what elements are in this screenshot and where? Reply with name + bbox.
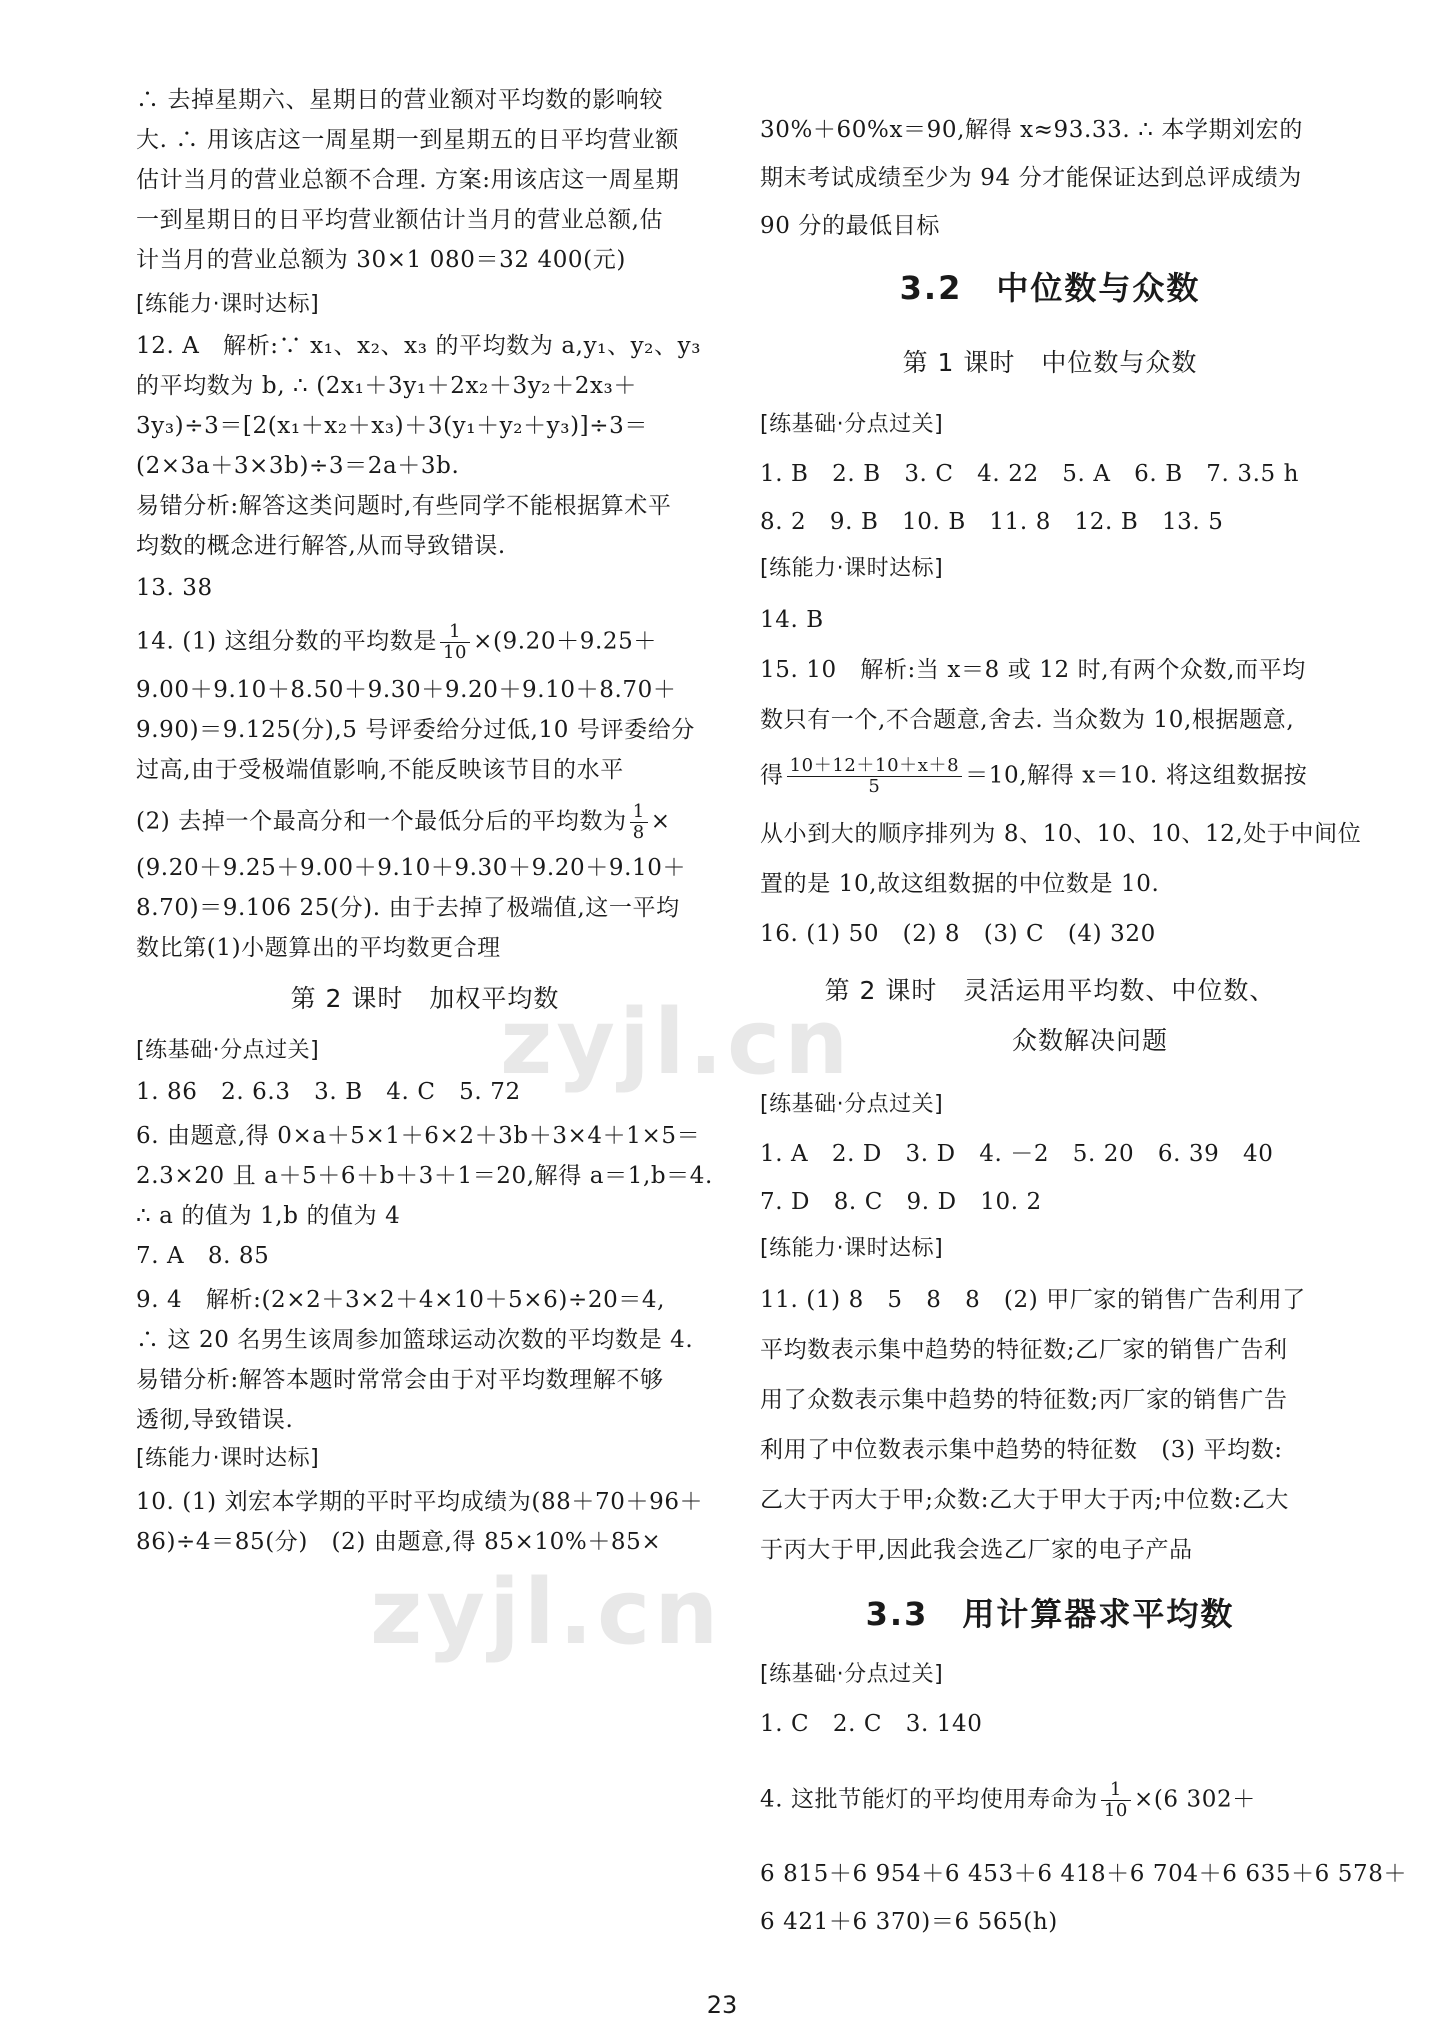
text-line: 数只有一个,不合题意,舍去. 当众数为 10,根据题意, — [760, 707, 1295, 733]
text-line: 得 $\frac{10+12+10+x+8}{5}$ ＝10,解得 x＝10. 将这组数据按 — [760, 755, 1308, 797]
section-tag: [练基础·分点过关] — [760, 1092, 944, 1117]
text-line: 8. 2 9. B 10. B 11. 8 12. B 13. 5 — [760, 509, 1224, 535]
lesson-heading-continued: 众数解决问题 — [1011, 1026, 1168, 1055]
text-line: 7. A 8. 85 — [136, 1243, 270, 1269]
text-line: 14. (1) 这组分数的平均数是 $\frac{1}{10}$ ×(9.20＋9.25＋ — [136, 621, 657, 663]
page-number: 23 — [706, 1991, 738, 2019]
section-heading: 3.3 用计算器求平均数 — [865, 1595, 1235, 1633]
lesson-heading: 第 2 课时 加权平均数 — [290, 984, 560, 1013]
text-line: 10. (1) 刘宏本学期的平时平均成绩为(88＋70＋96＋ — [136, 1489, 704, 1515]
text-line: ∴ 这 20 名男生该周参加篮球运动次数的平均数是 4. — [136, 1327, 694, 1353]
text-line: 易错分析:解答这类问题时,有些同学不能根据算术平 — [136, 493, 672, 519]
text-line: 30%＋60%x＝90,解得 x≈93.33. ∴ 本学期刘宏的 — [760, 117, 1303, 143]
text-line: (2×3a＋3×3b)÷3＝2a＋3b. — [136, 453, 460, 479]
text-line: 6 815＋6 954＋6 453＋6 418＋6 704＋6 635＋6 578＋ — [760, 1861, 1408, 1887]
text-line: 估计当月的营业总额不合理. 方案:用该店这一周星期 — [136, 167, 680, 193]
text-line: 计当月的营业总额为 30×1 080＝32 400(元) — [136, 247, 626, 273]
text-line: 3y₃)÷3＝[2(x₁＋x₂＋x₃)＋3(y₁＋y₂＋y₃)]÷3＝ — [136, 413, 648, 439]
text-line: 期末考试成绩至少为 94 分才能保证达到总评成绩为 — [760, 165, 1302, 191]
text-line: 8.70)＝9.106 25(分). 由于去掉了极端值,这一平均 — [136, 895, 680, 921]
section-tag: [练基础·分点过关] — [760, 1662, 944, 1687]
text-line: (2) 去掉一个最高分和一个最低分后的平均数为 $\frac{1}{8}$ × — [136, 801, 671, 843]
text-line: 从小到大的顺序排列为 8、10、10、10、12,处于中间位 — [760, 821, 1362, 847]
text-line: 13. 38 — [136, 575, 213, 601]
fraction: $\frac{10+12+10+x+8}{5}$ — [787, 756, 963, 797]
text-line: 6 421＋6 370)＝6 565(h) — [760, 1909, 1058, 1935]
text-line: 16. (1) 50 (2) 8 (3) C (4) 320 — [760, 921, 1156, 947]
text-line: 7. D 8. C 9. D 10. 2 — [760, 1189, 1042, 1215]
section-heading: 3.2 中位数与众数 — [899, 269, 1201, 307]
text-line: 于丙大于甲,因此我会选乙厂家的电子产品 — [760, 1537, 1193, 1563]
text-line: 数比第(1)小题算出的平均数更合理 — [136, 935, 501, 961]
text-line: 1. C 2. C 3. 140 — [760, 1711, 983, 1737]
text-line: 乙大于丙大于甲;众数:乙大于甲大于丙;中位数:乙大 — [760, 1487, 1289, 1513]
text-line: 均数的概念进行解答,从而导致错误. — [136, 533, 506, 559]
text-line: 过高,由于受极端值影响,不能反映该节目的水平 — [136, 757, 624, 783]
text-line: 1. B 2. B 3. C 4. 22 5. A 6. B 7. 3.5 h — [760, 461, 1300, 487]
text-line: 12. A 解析:∵ x₁、x₂、x₃ 的平均数为 a,y₁、y₂、y₃ — [136, 333, 702, 359]
text-line: 大. ∴ 用该店这一周星期一到星期五的日平均营业额 — [136, 127, 679, 153]
text-line: 利用了中位数表示集中趋势的特征数 (3) 平均数: — [760, 1437, 1283, 1463]
text-line: 15. 10 解析:当 x＝8 或 12 时,有两个众数,而平均 — [760, 657, 1306, 683]
text-line: 9.00＋9.10＋8.50＋9.30＋9.20＋9.10＋8.70＋ — [136, 677, 677, 703]
text-line: 90 分的最低目标 — [760, 213, 940, 239]
text-line: 易错分析:解答本题时常常会由于对平均数理解不够 — [136, 1367, 664, 1393]
text-line: 9. 4 解析:(2×2＋3×2＋4×10＋5×6)÷20＝4, — [136, 1287, 666, 1313]
text-line: 9.90)＝9.125(分),5 号评委给分过低,10 号评委给分 — [136, 717, 695, 743]
text-line: 14. B — [760, 607, 824, 633]
lesson-heading: 第 1 课时 中位数与众数 — [902, 348, 1198, 377]
section-tag: [练能力·课时达标] — [760, 556, 944, 581]
text-line: (9.20＋9.25＋9.00＋9.10＋9.30＋9.20＋9.10＋ — [136, 855, 687, 881]
text-line: 一到星期日的日平均营业额估计当月的营业总额,估 — [136, 207, 664, 233]
fraction: $\frac{1}{10}$ — [1101, 1780, 1131, 1821]
section-tag: [练能力·课时达标] — [136, 1446, 320, 1471]
text-line: 透彻,导致错误. — [136, 1407, 294, 1433]
text-line: 的平均数为 b, ∴ (2x₁＋3y₁＋2x₂＋3y₂＋2x₃＋ — [136, 373, 637, 399]
fraction: $\frac{1}{10}$ — [440, 622, 470, 663]
text-line: 平均数表示集中趋势的特征数;乙厂家的销售广告利 — [760, 1337, 1288, 1363]
section-tag: [练基础·分点过关] — [136, 1038, 320, 1063]
text-line: 2.3×20 且 a＋5＋6＋b＋3＋1＝20,解得 a＝1,b＝4. — [136, 1163, 713, 1189]
text-line: 1. 86 2. 6.3 3. B 4. C 5. 72 — [136, 1079, 521, 1105]
text-line: 置的是 10,故这组数据的中位数是 10. — [760, 871, 1160, 897]
text-line: ∴ a 的值为 1,b 的值为 4 — [136, 1203, 401, 1229]
watermark: zyjl.cn — [370, 1560, 723, 1665]
text-line: 6. 由题意,得 0×a＋5×1＋6×2＋3b＋3×4＋1×5＝ — [136, 1123, 701, 1149]
section-tag: [练能力·课时达标] — [760, 1236, 944, 1261]
text-line: 用了众数表示集中趋势的特征数;丙厂家的销售广告 — [760, 1387, 1288, 1413]
section-tag: [练基础·分点过关] — [760, 412, 944, 437]
text-line: 86)÷4＝85(分) (2) 由题意,得 85×10%＋85× — [136, 1529, 662, 1555]
text-line: 11. (1) 8 5 8 8 (2) 甲厂家的销售广告利用了 — [760, 1287, 1306, 1313]
section-tag: [练能力·课时达标] — [136, 292, 320, 317]
text-line: 4. 这批节能灯的平均使用寿命为 $\frac{1}{10}$ ×(6 302＋ — [760, 1779, 1256, 1821]
fraction: $\frac{1}{8}$ — [630, 802, 648, 843]
lesson-heading: 第 2 课时 灵活运用平均数、中位数、 — [824, 976, 1276, 1005]
text-line: 1. A 2. D 3. D 4. －2 5. 20 6. 39 40 — [760, 1141, 1274, 1167]
text-line: ∴ 去掉星期六、星期日的营业额对平均数的影响较 — [136, 87, 664, 113]
watermark: zyjl.cn — [500, 990, 853, 1095]
